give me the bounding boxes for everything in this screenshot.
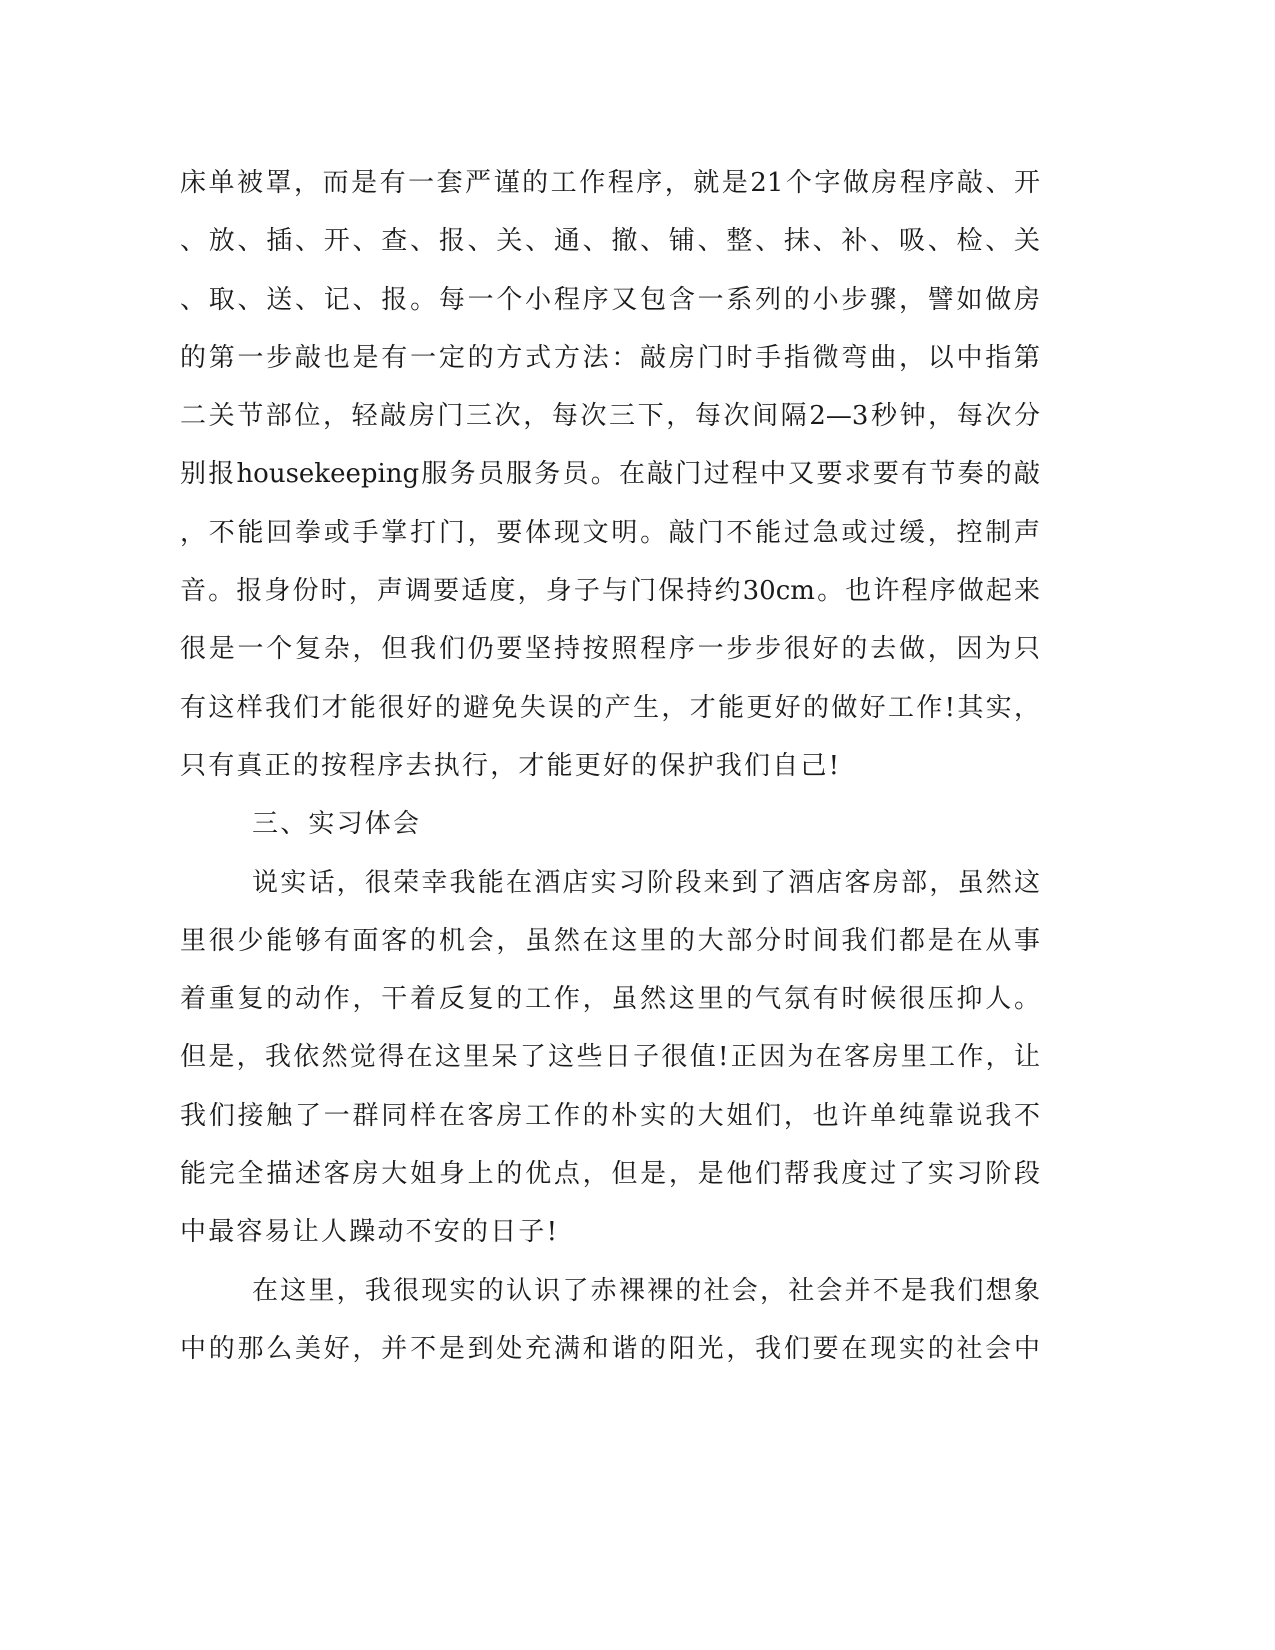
- text-line: ，不能回拳或手掌打门，要体现文明。敲门不能过急或过缓，控制声: [180, 517, 1040, 548]
- text-line: 但是，我依然觉得在这里呆了这些日子很值!正因为在客房里工作，让: [180, 1042, 1040, 1073]
- text-line: 的第一步敲也是有一定的方式方法：敲房门时手指微弯曲，以中指第: [180, 342, 1040, 373]
- text-line: 床单被罩，而是有一套严谨的工作程序，就是21个字做房程序敲、开: [180, 168, 1040, 198]
- text-line: 、取、送、记、报。每一个小程序又包含一系列的小步骤，譬如做房: [180, 284, 1040, 315]
- text-line: 别报housekeeping服务员服务员。在敲门过程中又要求要有节奏的敲: [180, 459, 1040, 490]
- text-line: 能完全描述客房大姐身上的优点，但是，是他们帮我度过了实习阶段: [180, 1159, 1040, 1190]
- text-line: 着重复的动作，干着反复的工作，虽然这里的气氛有时候很压抑人。: [180, 984, 1040, 1015]
- text-line: 里很少能够有面客的机会，虽然在这里的大部分时间我们都是在从事: [180, 925, 1040, 956]
- document-body: [180, 163, 1040, 1387]
- text-line: 说实话，很荣幸我能在酒店实习阶段来到了酒店客房部，虽然这: [252, 867, 1040, 898]
- text-line: 、放、插、开、查、报、关、通、撤、铺、整、抹、补、吸、检、关: [180, 226, 1040, 257]
- text-line: 很是一个复杂，但我们仍要坚持按照程序一步步很好的去做，因为只: [180, 634, 1040, 665]
- text-line: 在这里，我很现实的认识了赤裸裸的社会，社会并不是我们想象: [252, 1275, 1040, 1306]
- text-line: 二关节部位，轻敲房门三次，每次三下，每次间隔2—3秒钟，每次分: [180, 401, 1040, 432]
- text-line: 音。报身份时，声调要适度，身子与门保持约30cm。也许程序做起来: [180, 576, 1040, 607]
- text-line: 中的那么美好，并不是到处充满和谐的阳光，我们要在现实的社会中: [180, 1333, 1040, 1364]
- text-line: 只有真正的按程序去执行，才能更好的保护我们自己!: [180, 750, 842, 781]
- text-line: 我们接触了一群同样在客房工作的朴实的大姐们，也许单纯靠说我不: [180, 1100, 1040, 1131]
- text-line: 中最容易让人躁动不安的日子!: [180, 1217, 560, 1248]
- section-heading: 三、实习体会: [252, 809, 422, 840]
- text-line: 有这样我们才能很好的避免失误的产生，才能更好的做好工作!其实，: [180, 692, 1040, 723]
